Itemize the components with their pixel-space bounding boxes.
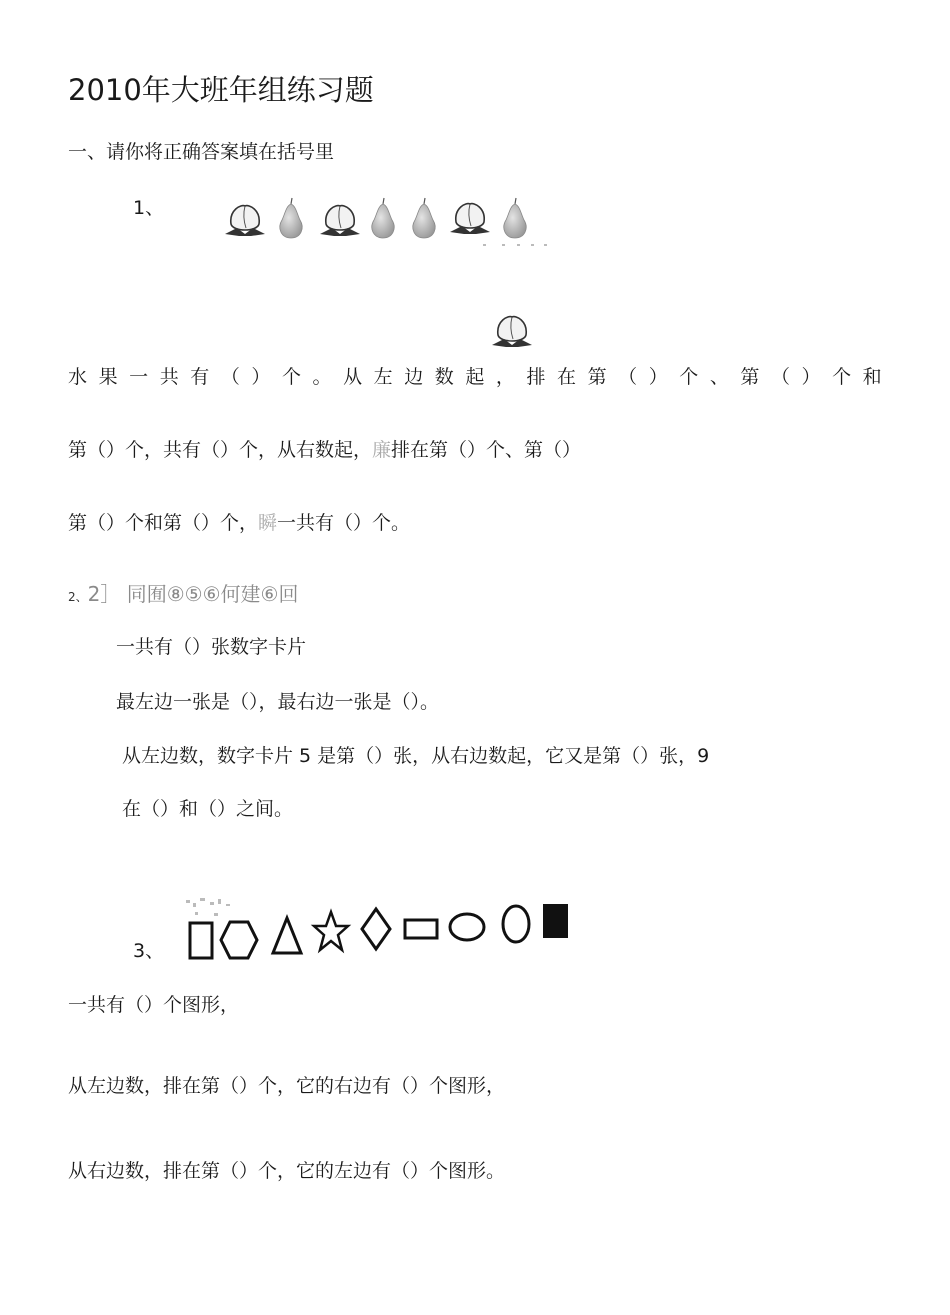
triangle-icon bbox=[273, 918, 301, 953]
question-3-number: 3、 bbox=[133, 940, 165, 962]
hexagon-icon bbox=[221, 922, 257, 958]
digit-cards-garbled: 2］ 同囿⑧⑤⑥何建⑥回 bbox=[87, 582, 299, 606]
scan-speckles bbox=[186, 898, 230, 916]
pear-icon bbox=[372, 198, 394, 238]
peach-icon bbox=[320, 206, 360, 236]
rectangle-icon bbox=[405, 920, 437, 938]
section-one-heading: 一、请你将正确答案填在括号里 bbox=[68, 141, 335, 163]
question-3-line-2: 从左边数，排在第（）个，它的右边有（）个图形， bbox=[68, 1075, 506, 1097]
pear-icon bbox=[413, 198, 435, 238]
question-2-line-4: 在（）和（）之间。 bbox=[122, 798, 294, 820]
oval-icon bbox=[503, 906, 529, 942]
pear-icon bbox=[280, 198, 302, 238]
diamond-icon bbox=[362, 909, 390, 949]
question-1-line-1: 水 果 一 共 有 （ ） 个 。 从 左 边 数 起 ， 排 在 第 （ ） 个 、 第 （ ） 个 和 bbox=[68, 366, 882, 388]
question-3-line-3: 从右边数，排在第（）个，它的左边有（）个图形。 bbox=[68, 1160, 506, 1182]
peach-icon bbox=[450, 204, 490, 234]
peach-icon bbox=[492, 317, 532, 347]
question-3-line-1: 一共有（）个图形， bbox=[68, 994, 240, 1016]
question-1-number: 1、 bbox=[133, 197, 165, 219]
ellipse-icon bbox=[450, 914, 484, 940]
peach-icon bbox=[225, 206, 265, 236]
question-2-number: 2、 bbox=[68, 590, 88, 604]
scan-speckles bbox=[483, 244, 547, 246]
question-2-line-3: 从左边数，数字卡片 5 是第（）张，从右边数起，它又是第（）张，9 bbox=[122, 745, 710, 767]
pear-icon bbox=[504, 198, 526, 238]
faint-char: 瞬 bbox=[258, 512, 278, 534]
faint-char: 廉 bbox=[372, 439, 392, 461]
filled-square-icon bbox=[543, 904, 568, 938]
question-1-line-3: 第（）个和第（）个，瞬一共有（）个。 bbox=[68, 512, 411, 534]
star-icon bbox=[314, 912, 348, 950]
question-2-line-2: 最左边一张是（），最右边一张是（）。 bbox=[116, 691, 440, 713]
square-icon bbox=[190, 923, 212, 958]
question-2-header bbox=[68, 578, 298, 607]
page-title: 2010年大班年组练习题 bbox=[68, 73, 374, 107]
question-1-line-2: 第（）个，共有（）个，从右数起，廉排在第（）个、第（） bbox=[68, 439, 582, 461]
question-2-line-1: 一共有（）张数字卡片 bbox=[116, 636, 307, 658]
